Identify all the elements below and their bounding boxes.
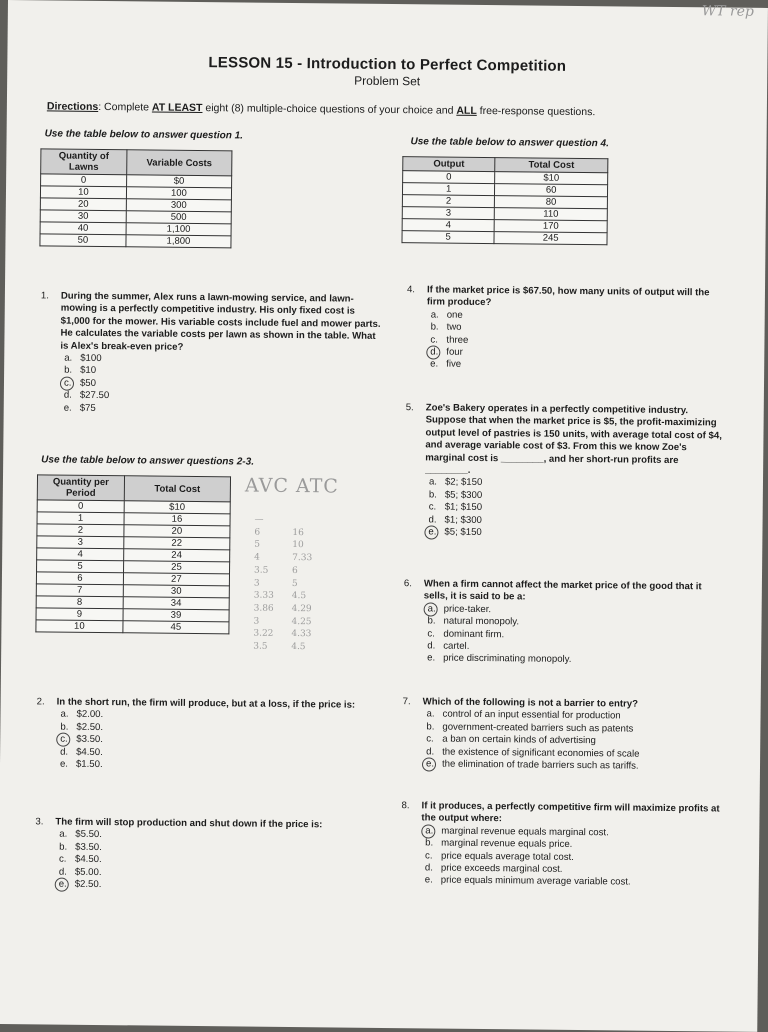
- table-cell-cost: $10: [495, 172, 608, 185]
- option-text: $50: [79, 377, 97, 389]
- option-letter: c.: [64, 377, 80, 390]
- option-text: the elimination of trade barriers such as tariffs.: [441, 758, 639, 772]
- handwritten-corner-note: WT rep: [701, 3, 755, 20]
- table-row: [36, 620, 229, 634]
- question-5: [404, 402, 725, 542]
- table-cell-quantity: 6: [36, 572, 123, 585]
- option-letter: a.: [59, 828, 68, 841]
- question-stem: [40, 290, 381, 356]
- question-text: During the summer, Alex runs a lawn-mowing service, and lawn-mowing is a perfectly competitive industry. His only fixed cost is $1,000 for the mower. His variable costs include fuel and mower parts. He calculates the variable costs per lawn as shown in the table. What is Alex's break-even price?: [60, 290, 381, 353]
- option-letter: d.: [428, 514, 437, 526]
- handwritten-atc-value: 4.33: [291, 629, 312, 640]
- table-cell-quantity: 5: [402, 231, 494, 244]
- answer-option: [425, 875, 721, 891]
- table-cell-cost: 20: [124, 525, 230, 538]
- handwritten-atc-value: 4.29: [291, 603, 312, 615]
- table-cell-quantity: 0: [41, 174, 127, 187]
- option-letter: d.: [60, 746, 69, 758]
- table-cell-cost: 16: [124, 513, 230, 526]
- option-text: cartel.: [443, 640, 470, 652]
- option-letter: e.: [430, 358, 439, 370]
- option-text: $1.50.: [75, 758, 103, 771]
- table-cell-cost: 25: [123, 561, 229, 574]
- option-letter: c.: [425, 850, 433, 862]
- table-cell-cost: 245: [494, 232, 607, 245]
- option-text: dominant firm.: [443, 628, 505, 640]
- table-cell-quantity: 0: [37, 500, 124, 513]
- answer-option: [430, 359, 726, 375]
- option-text: $5; $150: [444, 526, 482, 539]
- option-text: $4.50.: [76, 746, 103, 758]
- option-letter: a.: [60, 708, 69, 721]
- handwritten-atc-value: 16: [292, 527, 304, 538]
- table-cell-cost: 300: [126, 199, 231, 212]
- option-text: price discriminating monopoly.: [443, 653, 572, 666]
- option-letter: d.: [426, 746, 435, 758]
- option-letter: a.: [428, 476, 438, 488]
- table3-header-quantity: Quantity per Period: [37, 475, 124, 501]
- table-cell-quantity: 30: [40, 210, 126, 223]
- answer-option: [59, 879, 365, 895]
- handwritten-atc-value: 4.5: [291, 642, 306, 653]
- table-cell-cost: 60: [495, 184, 608, 197]
- option-letter: d.: [424, 862, 434, 874]
- option-text: $5; $300: [444, 489, 483, 501]
- table-row: [402, 231, 607, 245]
- option-letter: c.: [430, 334, 438, 346]
- option-letter: b.: [60, 721, 69, 733]
- option-letter: c.: [428, 501, 437, 513]
- option-letter: e.: [63, 402, 72, 414]
- question-number: 1.: [40, 290, 49, 302]
- question-1: [40, 290, 381, 418]
- table-cell-quantity: 3: [37, 536, 124, 549]
- option-letter: d.: [63, 389, 72, 401]
- question-number: 2.: [36, 696, 45, 708]
- question-stem: [405, 402, 726, 480]
- directions: Directions: Complete AT LEAST eight (8) multiple-choice questions of your choice and ALL free-response questions.: [46, 100, 596, 119]
- option-letter: a.: [426, 708, 435, 720]
- option-text: $2.00.: [76, 709, 104, 721]
- answer-options: [402, 709, 723, 774]
- option-text: $3.50.: [75, 841, 102, 853]
- option-text: $75: [79, 402, 96, 414]
- option-text: one: [446, 309, 463, 321]
- option-letter: e.: [428, 526, 444, 539]
- table-cell-cost: $0: [126, 175, 231, 188]
- option-letter: c.: [426, 733, 434, 745]
- handwritten-avc-value: 5: [254, 540, 261, 551]
- question-text: If the market price is $67.50, how many units of output will the firm produce?: [426, 284, 710, 309]
- table-cell-cost: 27: [123, 573, 229, 586]
- table-cell-cost: 22: [124, 537, 230, 550]
- option-text: $27.50: [79, 390, 110, 402]
- answer-options: [403, 603, 724, 668]
- table2-caption: Use the table below to answer question 4.: [410, 136, 609, 150]
- option-letter: b.: [428, 489, 437, 501]
- table1-caption: Use the table below to answer question 1.: [44, 128, 244, 142]
- option-text: $2.50.: [74, 878, 102, 891]
- table-cell-cost: 24: [123, 549, 229, 562]
- question-number: 4.: [406, 284, 416, 296]
- answer-option: [427, 653, 723, 669]
- table-cell-quantity: 4: [37, 548, 124, 561]
- option-letter: e.: [59, 879, 75, 892]
- handwritten-avc-atc: AVC ATC: [244, 474, 340, 498]
- answer-options: [40, 352, 381, 418]
- option-text: the existence of significant economies of scale: [442, 746, 640, 760]
- table3-caption: Use the table below to answer questions 2-3.: [41, 454, 255, 468]
- table-cell-cost: 110: [494, 208, 607, 221]
- question-number: 5.: [405, 402, 414, 414]
- table1-header-quantity: Quantity of Lawns: [41, 149, 127, 175]
- handwritten-avc-value: 6: [254, 527, 261, 538]
- page-title: LESSON 15 - Introduction to Perfect Competition: [208, 54, 567, 75]
- handwritten-atc-value: 4.5: [291, 591, 307, 602]
- question-text: If it produces, a perfectly competitive firm will maximize profits at the output where:: [421, 800, 720, 825]
- option-text: three: [446, 334, 469, 346]
- option-letter: e.: [427, 652, 436, 664]
- table-cell-quantity: 1: [402, 183, 494, 196]
- option-letter: e.: [424, 874, 433, 886]
- question-stem: [407, 284, 727, 312]
- option-text: price exceeds marginal cost.: [440, 862, 563, 875]
- option-letter: b.: [59, 841, 68, 853]
- variable-costs-table: [39, 148, 232, 248]
- table-cell-cost: 30: [123, 585, 229, 598]
- total-cost-output-table: [401, 156, 608, 245]
- handwritten-avc-value: 3.33: [253, 590, 274, 602]
- answer-options: [35, 829, 366, 894]
- table-cell-quantity: 9: [36, 608, 123, 621]
- table-cell-cost: 45: [123, 621, 229, 634]
- option-letter: a.: [425, 825, 441, 838]
- table-cell-quantity: 20: [40, 198, 126, 211]
- option-letter: c.: [58, 853, 67, 865]
- table3-header-total-cost: Total Cost: [124, 476, 230, 502]
- question-text: When a firm cannot affect the market price of the good that it sells, it is said to be a:: [423, 578, 702, 603]
- question-4: [406, 284, 727, 374]
- table2-header-total-cost: Total Cost: [495, 158, 608, 173]
- option-text: price-taker.: [443, 603, 492, 615]
- table-cell-quantity: 2: [37, 524, 124, 537]
- option-text: $1; $150: [444, 501, 483, 514]
- table-row: [40, 234, 231, 248]
- table-cell-cost: 1,800: [126, 235, 231, 248]
- handwritten-avc-value: 3: [253, 616, 260, 627]
- option-text: marginal revenue equals marginal cost.: [441, 825, 609, 839]
- table-cell-cost: $10: [124, 501, 230, 514]
- option-letter: c.: [427, 628, 435, 640]
- handwritten-avc-value: 3.5: [253, 565, 269, 576]
- option-letter: a.: [428, 603, 444, 616]
- table-cell-cost: 100: [126, 187, 231, 200]
- option-letter: d.: [430, 346, 446, 359]
- total-cost-per-period-table: [35, 474, 231, 634]
- answer-options: [401, 825, 722, 890]
- table-cell-cost: 80: [495, 196, 608, 209]
- handwritten-avc-value: 3.86: [253, 603, 274, 614]
- option-letter: e.: [59, 758, 69, 770]
- option-letter: b.: [430, 321, 439, 333]
- question-3: [35, 816, 366, 894]
- option-text: $5.50.: [75, 829, 103, 841]
- question-stem: [401, 800, 721, 828]
- option-text: four: [446, 346, 463, 358]
- answer-option: [64, 402, 380, 418]
- table-cell-cost: 34: [123, 597, 229, 610]
- table-cell-cost: 39: [123, 609, 229, 622]
- handwritten-avc-value: 4: [254, 552, 260, 563]
- handwritten-atc-value: 10: [292, 540, 304, 551]
- option-letter: d.: [58, 866, 67, 878]
- table-cell-quantity: 50: [40, 234, 126, 247]
- question-2: [36, 696, 367, 774]
- option-text: two: [446, 321, 462, 333]
- question-text: Zoe's Bakery operates in a perfectly competitive industry. Suppose that when the market price is $5, the profit-maximizing output level of pastries is 150 units, with average total cost of $4, and average variable cost of $3. From this we know Zoe's marginal cost is ________, and her short-run profits are ________.: [425, 402, 722, 476]
- table-cell-quantity: 0: [403, 171, 495, 184]
- handwritten-atc-value: 6: [291, 565, 298, 576]
- question-text: Which of the following is not a barrier to entry?: [422, 696, 639, 710]
- option-text: government-created barriers such as patents: [442, 721, 634, 735]
- handwritten-avc-value: 3.5: [253, 641, 268, 652]
- option-letter: d.: [427, 640, 436, 652]
- question-6: [403, 578, 724, 668]
- question-number: 3.: [35, 816, 44, 828]
- option-text: natural monopoly.: [443, 615, 520, 628]
- table-cell-quantity: 5: [37, 560, 124, 573]
- option-letter: e.: [426, 758, 442, 771]
- question-number: 6.: [403, 578, 412, 590]
- question-text: The firm will stop production and shut down if the price is:: [55, 816, 323, 831]
- option-text: price equals average total cost.: [441, 850, 574, 863]
- option-text: marginal revenue equals price.: [441, 837, 573, 851]
- option-letter: b.: [64, 365, 73, 377]
- table-cell-cost: 500: [126, 211, 231, 224]
- answer-option: [426, 758, 722, 774]
- option-text: $3.50.: [76, 733, 104, 746]
- handwritten-atc-value: 4.25: [291, 616, 312, 627]
- option-letter: c.: [60, 734, 76, 747]
- option-letter: a.: [430, 309, 439, 321]
- table-cell-quantity: 10: [36, 620, 123, 633]
- question-text: In the short run, the firm will produce, but at a loss, if the price is:: [56, 696, 356, 711]
- table-cell-quantity: 10: [40, 186, 126, 199]
- answer-options: [36, 709, 367, 774]
- answer-option: [428, 526, 724, 542]
- option-text: $100: [80, 352, 102, 365]
- handwritten-atc-value: 5: [291, 578, 298, 589]
- table-cell-cost: 1,100: [126, 223, 231, 236]
- table1-header-variable-costs: Variable Costs: [127, 150, 232, 176]
- option-text: control of an input essential for production: [442, 708, 621, 722]
- handwritten-avc-value: 3.22: [253, 628, 274, 640]
- handwritten-atc-value: 7.33: [292, 553, 313, 564]
- answer-options: [404, 477, 725, 542]
- option-letter: b.: [425, 837, 434, 849]
- option-text: five: [446, 359, 462, 371]
- table-cell-quantity: 8: [36, 596, 123, 609]
- table-cell-quantity: 2: [402, 195, 494, 208]
- question-number: 8.: [401, 800, 410, 812]
- handwritten-avc-value: —: [254, 514, 264, 525]
- option-text: $5.00.: [74, 866, 102, 878]
- option-text: $10: [80, 365, 97, 377]
- option-text: $4.50.: [74, 853, 102, 866]
- question-number: 7.: [402, 696, 411, 708]
- table-cell-cost: 170: [494, 220, 607, 233]
- option-text: $2.50.: [76, 721, 104, 733]
- handwritten-avc-value: 3: [253, 578, 260, 589]
- question-stem: [404, 578, 724, 606]
- page-subtitle: Problem Set: [354, 73, 421, 89]
- answer-options: [406, 309, 727, 374]
- table2-header-output: Output: [403, 157, 495, 172]
- table-cell-quantity: 4: [402, 219, 494, 232]
- option-letter: a.: [64, 352, 73, 364]
- question-7: [402, 696, 723, 774]
- answer-option: [60, 759, 366, 775]
- table-cell-quantity: 1: [37, 512, 124, 525]
- option-text: price equals minimum average variable cost.: [440, 875, 631, 889]
- option-letter: b.: [426, 721, 435, 733]
- table-cell-quantity: 7: [36, 584, 123, 597]
- option-text: a ban on certain kinds of advertising: [442, 733, 596, 747]
- table-cell-quantity: 40: [40, 222, 126, 235]
- option-text: $1; $300: [444, 514, 482, 526]
- table-cell-quantity: 3: [402, 207, 494, 220]
- option-letter: b.: [427, 615, 436, 627]
- option-text: $2; $150: [444, 477, 483, 489]
- question-8: [401, 800, 722, 890]
